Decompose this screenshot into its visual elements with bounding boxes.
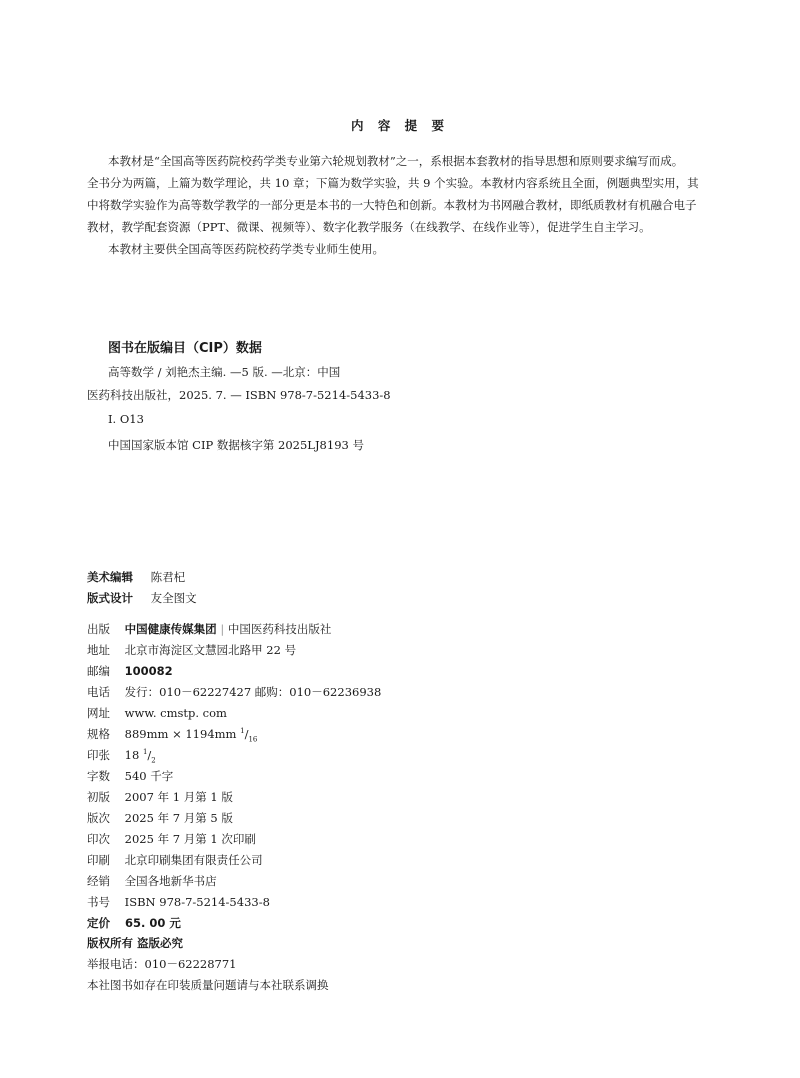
publisher-name: 中国医药科技出版社 xyxy=(227,622,332,636)
sheets-fraction-numerator: 1 xyxy=(142,748,148,757)
copyright-notice: 版权所有 盗版必究 xyxy=(87,936,184,950)
report-phone: 举报电话：010－62228771 xyxy=(87,957,237,971)
format-row: 规格 889mm × 1194mm $^1/_{16}$ xyxy=(87,727,258,744)
first-edition-value: 2007 年 1 月第 1 版 xyxy=(124,790,233,804)
edition-label: 版次 xyxy=(87,811,110,825)
publisher-row xyxy=(87,621,331,637)
price-row xyxy=(87,915,181,931)
art-editor-row xyxy=(87,569,185,585)
cip-line-4: 中国国家版本馆 CIP 数据核字第 2025LJ8193 号 xyxy=(108,438,364,452)
address-label: 地址 xyxy=(87,643,110,657)
printing-row xyxy=(87,831,256,847)
sheets-row: 印张 18 $^1/_2$ xyxy=(87,748,156,765)
printer-label: 印刷 xyxy=(87,853,110,867)
printing-value: 2025 年 7 月第 1 次印刷 xyxy=(124,832,256,846)
summary-line-3: 中将数学实验作为高等数学教学的一部分更是本书的一大特色和创新。本教材为书网融合教材，即纸质教材有机融合电子 xyxy=(87,198,697,212)
edition-row xyxy=(87,810,233,826)
summary-line-4: 教材，教学配套资源（PPT、微课、视频等）、数字化教学服务（在线教学、在线作业等），促进学生自主学习。 xyxy=(87,220,651,234)
format-label: 规格 xyxy=(87,727,110,741)
sheets-label: 印张 xyxy=(87,748,110,762)
website-row xyxy=(87,705,227,721)
address-row xyxy=(87,642,296,658)
first-edition-row xyxy=(87,789,233,805)
distributor-value: 全国各地新华书店 xyxy=(124,874,217,888)
words-row xyxy=(87,768,173,784)
publisher-group: 中国健康传媒集团 xyxy=(124,622,217,636)
phone-value: 发行：010－62227427 邮购：010－62236938 xyxy=(124,685,382,699)
words-value: 540 千字 xyxy=(124,769,174,783)
cip-line-2: 医药科技出版社，2025. 7. — ISBN 978-7-5214-5433-8 xyxy=(87,388,391,402)
art-editor-value: 陈君杞 xyxy=(150,570,186,584)
publisher-label: 出版 xyxy=(87,622,110,636)
first-edition-label: 初版 xyxy=(87,790,110,804)
layout-design-row xyxy=(87,590,197,606)
postcode-value: 100082 xyxy=(124,664,173,678)
postcode-row xyxy=(87,663,173,679)
website-label: 网址 xyxy=(87,706,110,720)
format-value: 889mm × 1194mm xyxy=(124,727,237,741)
price-label: 定价 xyxy=(87,916,110,930)
summary-line-5: 本教材主要供全国高等医药院校药学类专业师生使用。 xyxy=(108,242,384,256)
printing-label: 印次 xyxy=(87,832,110,846)
publisher-separator: | xyxy=(220,622,225,636)
layout-design-label: 版式设计 xyxy=(87,591,133,605)
isbn-row xyxy=(87,894,270,910)
format-fraction-numerator: 1 xyxy=(240,727,245,736)
layout-design-value: 友全图文 xyxy=(150,591,197,605)
summary-line-1: 本教材是“全国高等医药院校药学类专业第六轮规划教材”之一，系根据本套教材的指导思想和原则要求编写而成。 xyxy=(108,154,684,168)
price-value: 65. 00 元 xyxy=(125,916,181,930)
cip-line-1: 高等数学 / 刘艳杰主编. —5 版. —北京：中国 xyxy=(108,365,341,379)
phone-row xyxy=(87,684,381,700)
isbn-value: ISBN 978-7-5214-5433-8 xyxy=(124,895,270,909)
isbn-label: 书号 xyxy=(87,895,110,909)
address-value: 北京市海淀区文慧园北路甲 22 号 xyxy=(124,643,297,657)
format-fraction-denominator: 16 xyxy=(248,735,258,744)
art-editor-label: 美术编辑 xyxy=(87,570,133,584)
printer-row xyxy=(87,852,263,868)
cip-line-3: Ⅰ. O13 xyxy=(108,412,144,426)
sheets-fraction-denominator: 2 xyxy=(151,756,156,765)
summary-line-2: 全书分为两篇，上篇为数学理论，共 10 章；下篇为数学实验，共 9 个实验。本教材内容系统且全面，例题典型实用，其 xyxy=(87,176,699,190)
printer-value: 北京印刷集团有限责任公司 xyxy=(124,853,263,867)
quality-notice: 本社图书如存在印装质量问题请与本社联系调换 xyxy=(87,978,329,992)
cip-title: 图书在版编目（CIP）数据 xyxy=(108,341,262,356)
phone-label: 电话 xyxy=(87,685,110,699)
distributor-row xyxy=(87,873,217,889)
summary-title: 内 容 提 要 xyxy=(350,118,450,133)
distributor-label: 经销 xyxy=(87,874,110,888)
sheets-value: 18 xyxy=(124,748,140,762)
website-value: www. cmstp. com xyxy=(124,706,227,720)
words-label: 字数 xyxy=(87,769,110,783)
postcode-label: 邮编 xyxy=(87,664,110,678)
edition-value: 2025 年 7 月第 5 版 xyxy=(124,811,233,825)
